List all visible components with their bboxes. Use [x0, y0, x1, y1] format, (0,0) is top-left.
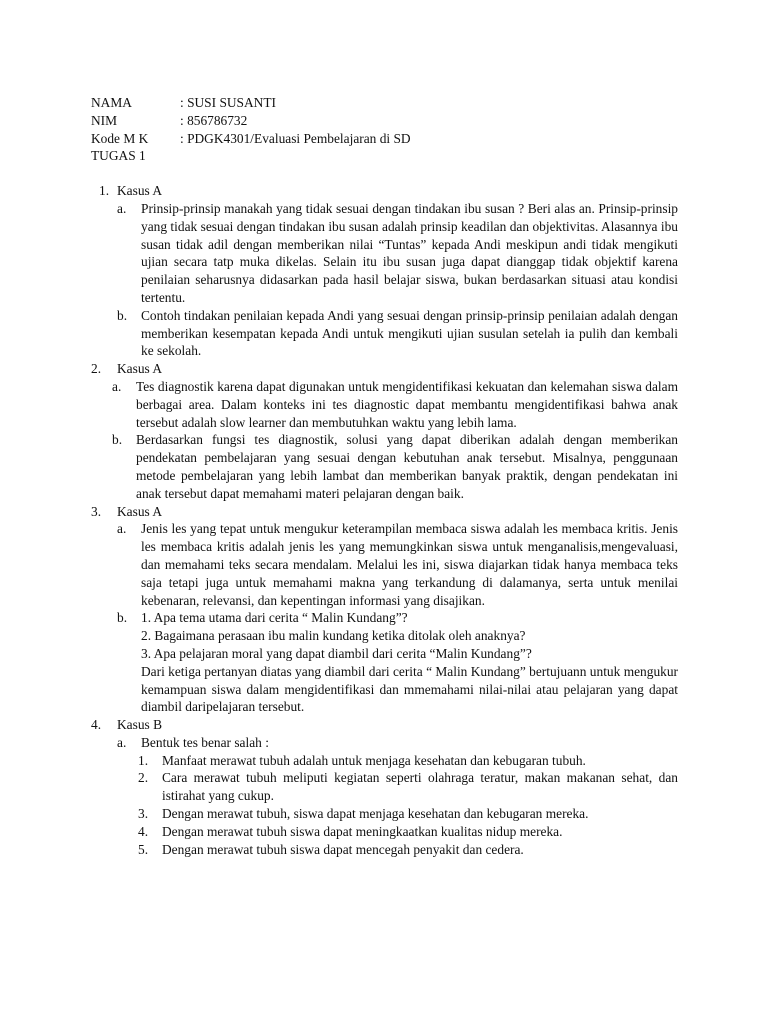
section-2-heading — [91, 360, 678, 378]
item-text: Tes diagnostik karena dapat digunakan untuk mengidentifikasi kekuatan dan kelemahan siswa dalam berbagai area. Dalam konteks ini tes diagnostic dapat membantu mengidentifikasi bahwa anak tersebut adalah slow learner dan membutuhkan waktu yang lebih lama. — [136, 378, 678, 430]
question-line: 2. Bagaimana perasaan ibu malin kundang ketika ditolak oleh anaknya? — [141, 628, 526, 644]
section-4-heading — [91, 716, 678, 734]
section-number: 4. — [91, 717, 102, 733]
section-1-item-b — [91, 307, 678, 360]
section-4-item-a — [91, 734, 678, 752]
item-text: Dari ketiga pertanyan diatas yang diambil dari cerita “ Malin Kundang” bertujuann untuk mengukur kemampuan siswa dalam mengidentifikasi dan mmemahami nilai-nilai atau pelajaran yang dapat diambil daripelajaran tersebut. — [141, 663, 678, 715]
task-title: TUGAS 1 — [91, 148, 146, 164]
list-text: Dengan merawat tubuh, siswa dapat menjaga kesehatan dan kebugaran mereka. — [162, 806, 589, 822]
student-info — [91, 94, 678, 147]
list-number: 2. — [138, 770, 149, 786]
item-text: Jenis les yang tepat untuk mengukur keterampilan membaca siswa adalah les membaca kritis. Jenis les membaca kritis adalah jenis les yang memungkinkan siswa untuk menganalisis,mengevaluasi, dan memahami teks secara mendalam. Melalui les ini, siswa diajarkan tidak hanya membaca teks saja tetapi juga untuk memahami makna yang terkandung di dalamanya, serta untuk menilai kebenaran, relevansi, dan kepentingan informasi yang disajikan. — [141, 521, 678, 608]
nim-label: NIM — [91, 112, 118, 128]
section-title: Kasus A — [117, 183, 163, 199]
section-3-item-a — [91, 520, 678, 609]
section-title: Kasus B — [117, 717, 163, 733]
section-number: 1. — [99, 183, 110, 199]
section-2-item-a — [91, 378, 678, 431]
list-text: Dengan merawat tubuh siswa dapat meningkaatkan kualitas nidup mereka. — [162, 823, 563, 839]
course-code-label: Kode M K — [91, 130, 149, 146]
item-label: b. — [117, 610, 128, 626]
section-2-item-b — [91, 431, 678, 502]
list-number: 5. — [138, 841, 149, 857]
course-code-value: : PDGK4301/Evaluasi Pembelajaran di SD — [180, 130, 411, 146]
list-number: 4. — [138, 823, 149, 839]
nim-value: : 856786732 — [180, 112, 248, 128]
section-number: 3. — [91, 503, 102, 519]
item-label: a. — [117, 521, 127, 537]
list-item — [138, 841, 678, 859]
list-text: Cara merawat tubuh meliputi kegiatan seperti olahraga teratur, makan makanan sehat, dan istirahat yang cukup. — [162, 770, 678, 804]
item-label: a. — [117, 200, 127, 216]
question-line: 1. Apa tema utama dari cerita “ Malin Kundang”? — [141, 610, 408, 626]
item-text: Bentuk tes benar salah : — [141, 734, 269, 750]
list-text: Manfaat merawat tubuh adalah untuk menjaga kesehatan dan kebugaran tubuh. — [162, 752, 586, 768]
list-number: 1. — [138, 752, 149, 768]
item-label: a. — [112, 378, 122, 394]
item-text: Berdasarkan fungsi tes diagnostik, solusi yang dapat diberikan adalah dengan memberikan pendekatan pembelajaran yang sesuai dengan kebutuhan anak tersebut. Misalnya, penggunaan metode pembelajaran yang lebih lambat dan memberikan banyak praktik, dengan pendekatan ini anak tersebut dapat memahami materi pelajaran dengan baik. — [136, 432, 678, 501]
list-number: 3. — [138, 806, 149, 822]
item-label: a. — [117, 734, 127, 750]
section-1-item-a — [91, 200, 678, 307]
section-title: Kasus A — [117, 503, 163, 519]
list-item — [138, 752, 678, 770]
name-value: : SUSI SUSANTI — [180, 95, 276, 110]
section-title: Kasus A — [117, 361, 163, 377]
item-text: Contoh tindakan penilaian kepada Andi yang sesuai dengan prinsip-prinsip penilaian adalah dengan memberikan kesempatan kepada Andi untuk mengikuti ujian susulan setelah ia pulih dan kembali ke sekolah. — [141, 307, 678, 359]
list-item — [138, 823, 678, 841]
name-label: NAMA — [91, 95, 132, 110]
section-3-item-b — [91, 609, 678, 716]
list-item — [138, 805, 678, 823]
list-text: Dengan merawat tubuh siswa dapat mencegah penyakit dan cedera. — [162, 841, 524, 857]
item-label: b. — [112, 432, 123, 448]
true-false-list — [91, 752, 678, 859]
section-number: 2. — [91, 361, 102, 377]
section-3-heading — [91, 503, 678, 521]
item-text: Prinsip-prinsip manakah yang tidak sesuai dengan tindakan ibu susan ? Beri alas an. Prinsip-prinsip yang tidak sesuai dengan tindakan ibu susan adalah prinsip keadilan dan objektivitas. Alasannya ibu susan tidak adil dengan memberikan nilai “Tuntas” kepada Andi meskipun andi tidak mengikuti ujian secara tatp muka dikelas. Selain itu ibu susan juga dapat dianggap tidak objektif karena penilaian seharusnya didasarkan pada hasil belajar siswa, bukan berdasarkan situasi atau kondisi tertentu. — [141, 200, 678, 305]
item-label: b. — [117, 307, 128, 323]
item-body — [141, 609, 678, 716]
question-line: 3. Apa pelajaran moral yang dapat diambil dari cerita “Malin Kundang”? — [141, 645, 532, 661]
list-item — [138, 769, 678, 805]
section-1-heading — [91, 182, 678, 200]
